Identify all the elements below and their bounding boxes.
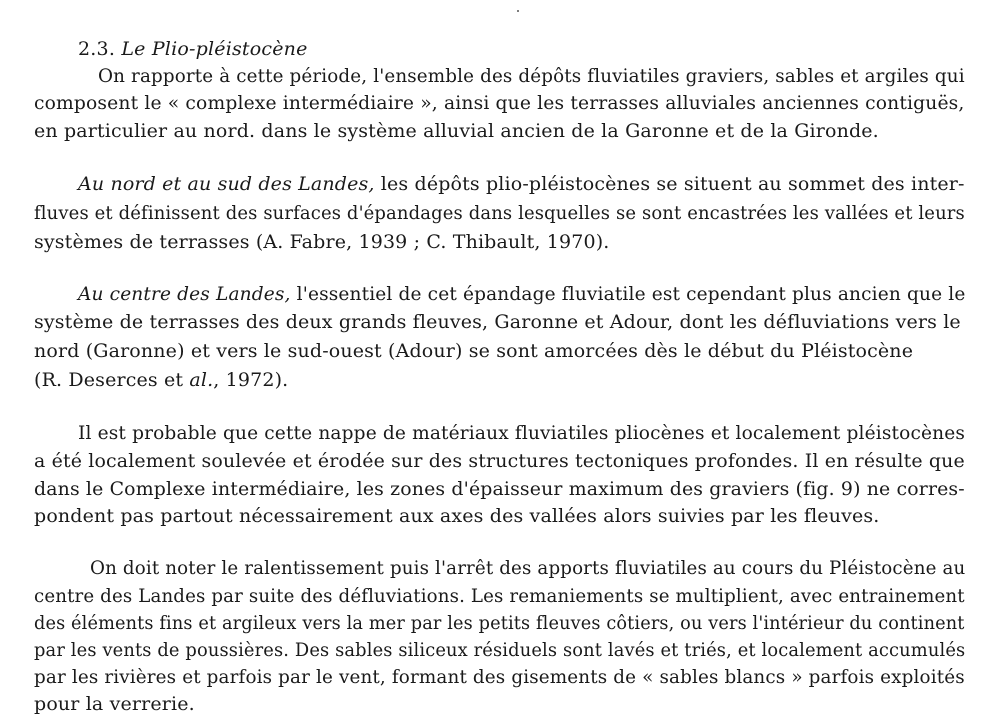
paragraph-line: pondent pas partout nécessairement aux axes des vallées alors suivies par les fleuves.	[34, 505, 880, 527]
italic-lead: Au nord et au sud des Landes,	[78, 173, 375, 195]
section-heading	[78, 38, 308, 60]
scan-speck	[517, 10, 519, 12]
paragraph-line: fluves et définissent des surfaces d'épandages dans lesquelles se sont encastrées les vallées et leurs	[34, 202, 965, 224]
paragraph-line: en particulier au nord. dans le système alluvial ancien de la Garonne et de la Gironde.	[34, 120, 879, 142]
paragraph-line: Au centre des Landes, l'essentiel de cet épandage fluviatile est cependant plus ancien que le	[78, 283, 966, 305]
section-title: Le Plio-pléistocène	[121, 38, 308, 60]
paragraph-line: On rapporte à cette période, l'ensemble des dépôts fluviatiles graviers, sables et argiles qui	[98, 65, 965, 87]
italic-lead: Au centre des Landes,	[78, 283, 291, 305]
paragraph-line: par les vents de poussières. Des sables siliceux résiduels sont lavés et triés, et localement accumulés	[34, 639, 966, 661]
paragraph-line: pour la verrerie.	[34, 693, 195, 715]
paragraph-line: Il est probable que cette nappe de matériaux fluviatiles pliocènes et localement pléistocènes	[78, 422, 966, 444]
paragraph-line: systèmes de terrasses (A. Fabre, 1939 ; C. Thibault, 1970).	[34, 231, 610, 253]
paragraph-line: (R. Deserces et al., 1972).	[34, 369, 289, 391]
paragraph-line: système de terrasses des deux grands fleuves, Garonne et Adour, dont les défluviations vers le	[34, 311, 961, 333]
paragraph-line: Au nord et au sud des Landes, les dépôts plio-pléistocènes se situent au sommet des inter-	[78, 173, 965, 195]
paragraph-line: composent le « complexe intermédiaire », ainsi que les terrasses alluviales anciennes contiguës,	[34, 92, 965, 114]
section-number: 2.3.	[78, 38, 116, 60]
paragraph-line: des éléments fins et argileux vers la mer par les petits fleuves côtiers, ou vers l'intérieur du continent	[34, 612, 965, 634]
paragraph-line: par les rivières et parfois par le vent, formant des gisements de « sables blancs » parfois exploités	[34, 666, 965, 688]
paragraph-line: On doit noter le ralentissement puis l'arrêt des apports fluviatiles au cours du Pléistocène au	[90, 557, 966, 579]
paragraph-line: centre des Landes par suite des défluviations. Les remaniements se multiplient, avec entrainement	[34, 585, 965, 607]
paragraph-line: a été localement soulevée et érodée sur des structures tectoniques profondes. Il en résulte que	[34, 450, 965, 472]
paragraph-line: nord (Garonne) et vers le sud-ouest (Adour) se sont amorcées dès le début du Pléistocène	[34, 340, 914, 362]
paragraph-line: dans le Complexe intermédiaire, les zones d'épaisseur maximum des graviers (fig. 9) ne corres-	[34, 478, 965, 500]
